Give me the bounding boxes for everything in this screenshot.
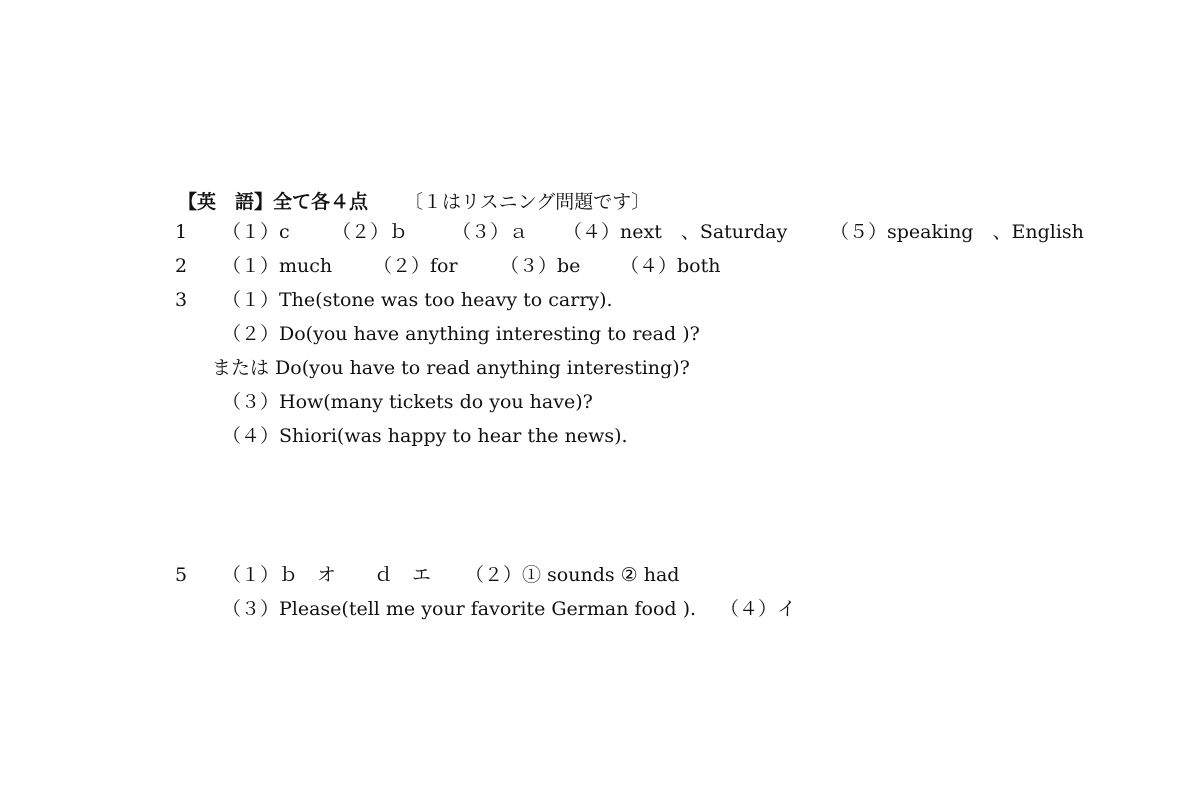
header-note: 〔１はリスニング問題です〕 (404, 191, 651, 213)
q2-answer-3: （３）be (500, 255, 581, 277)
q5-answer-3: （３）Please(tell me your favorite German food ). (222, 598, 697, 620)
question-2-number: 2 (175, 255, 188, 277)
q5-answer-1: （１）ｂ オ ｄ エ (222, 564, 432, 586)
q3-answer-4: （４）Shiori(was happy to hear the news). (222, 425, 628, 447)
q1-answer-3: （３）ａ (452, 221, 529, 243)
q5-answer-2: （２）① sounds ② had (465, 564, 680, 586)
question-1-number: 1 (175, 221, 188, 243)
q3-answer-3: （３）How(many tickets do you have)? (222, 391, 593, 413)
q3-answer-2: （２）Do(you have anything interesting to read )? (222, 323, 700, 345)
q3-answer-2-alternative: または Do(you have to read anything interesting)? (212, 357, 690, 379)
q5-answer-4: （４）イ (720, 598, 797, 620)
q2-answer-4: （４）both (620, 255, 721, 277)
question-5-number: 5 (175, 564, 188, 586)
q2-answer-1: （１）much (222, 255, 333, 277)
q1-answer-1: （１）c (222, 221, 290, 243)
q1-answer-4: （４）next 、Saturday (563, 221, 788, 243)
q3-answer-1: （１）The(stone was too heavy to carry). (222, 289, 613, 311)
q1-answer-2: （２）ｂ (332, 221, 409, 243)
q2-answer-2: （２）for (373, 255, 458, 277)
q1-answer-5: （５）speaking 、English (830, 221, 1084, 243)
question-3-number: 3 (175, 289, 188, 311)
header-title: 【英 語】全て各４点 (178, 191, 369, 213)
